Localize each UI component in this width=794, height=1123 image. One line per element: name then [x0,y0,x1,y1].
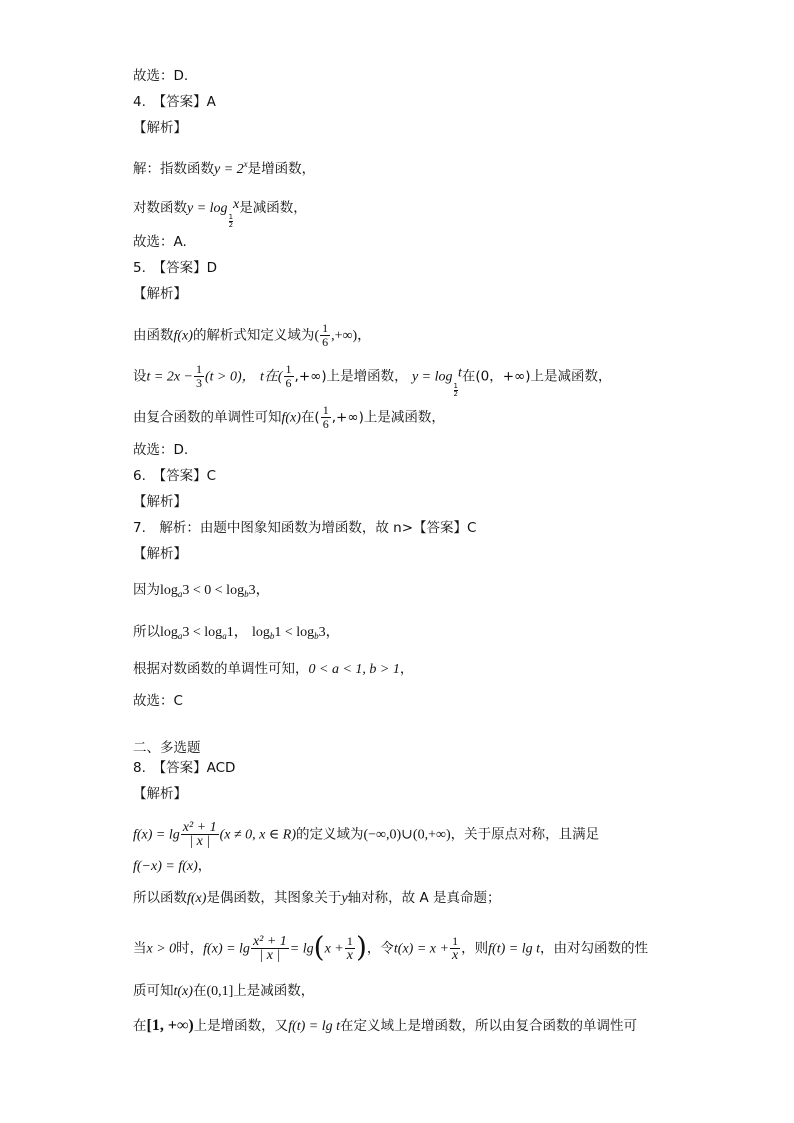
log-statement: 对数函数y = log $\frac{1}{2}$ x是减函数， [133,197,307,229]
conclusion-line: 故选：D. [133,442,189,458]
conclusion-line: 故选：D. [133,68,189,84]
answer-8: 8. 【答案】ACD [133,760,236,776]
answer-6: 6. 【答案】C [133,468,217,484]
exponential-statement: 解：指数函数$y = 2^x$是增函数， [133,159,316,177]
answer-7: 7. 解析：由题中图象知函数为增函数，故 n>【答案】C [133,520,477,536]
monotonicity-statement: 根据对数函数的单调性可知，0 < a < 1, b > 1， [133,661,414,677]
answer-5: 5. 【答案】D [133,260,218,276]
analysis-heading: 【解析】 [133,546,187,562]
increasing-interval-statement: 在[1, +∞)上是增函数，又f(t) = lg t在定义域上是增函数，所以由复合函数的单调性可 [133,1017,638,1034]
comparison-statement: 所以$\log_a3 < \log_a1$， $\log_b1 < \log_b3$， [133,624,340,641]
function-definition: f(x) = lg $\frac{\text{x² + 1}}{| x |}$ (x ≠ 0, x ∈ R)的定义域为(−∞,0)∪(0,+∞)，关于原点对称，且满足 [133,820,600,849]
section-heading: 二、多选题 [133,740,201,756]
conclusion-line: 故选：A. [133,234,187,250]
substitution-statement: 设t = 2x − $\frac{1}{3}$ (t > 0)， t在( $\frac{1}{6}$ ,+∞)上是增函数， y = log $\frac{1}{2}$ t在(0，+∞)上是减函数， [133,362,612,398]
answer-4: 4. 【答案】A [133,94,216,110]
analysis-heading: 【解析】 [133,120,187,136]
analysis-heading: 【解析】 [133,286,187,302]
conclusion-line: 故选：C [133,693,183,709]
analysis-heading: 【解析】 [133,494,187,510]
analysis-heading: 【解析】 [133,786,187,802]
inequality-statement: 因为$\log_a3 < 0 < \log_b3$， [133,582,270,599]
decreasing-interval-statement: 质可知t(x)在(0,1]上是减函数， [133,983,315,999]
even-function-equation: f(−x) = f(x)， [133,858,212,874]
composite-statement: 由复合函数的单调性可知f(x)在( $\frac{1}{6}$ ,+∞)上是减函数， [133,403,445,431]
domain-statement: 由函数f(x)的解析式知定义域为( $\frac{1}{6}$ ,+∞)， [133,321,372,349]
even-function-statement: 所以函数f(x)是偶函数，其图象关于y轴对称，故 A 是真命题； [133,890,501,906]
positive-x-case: 当x > 0时，f(x) = lg $\frac{\text{x² + 1}}{| x |}$ = lg(x + $\frac{1}{x}$ )，令t(x) = x + $\frac{1}{x}$ ，则f(t) = lg t，由对勾函数的性 [133,930,649,964]
